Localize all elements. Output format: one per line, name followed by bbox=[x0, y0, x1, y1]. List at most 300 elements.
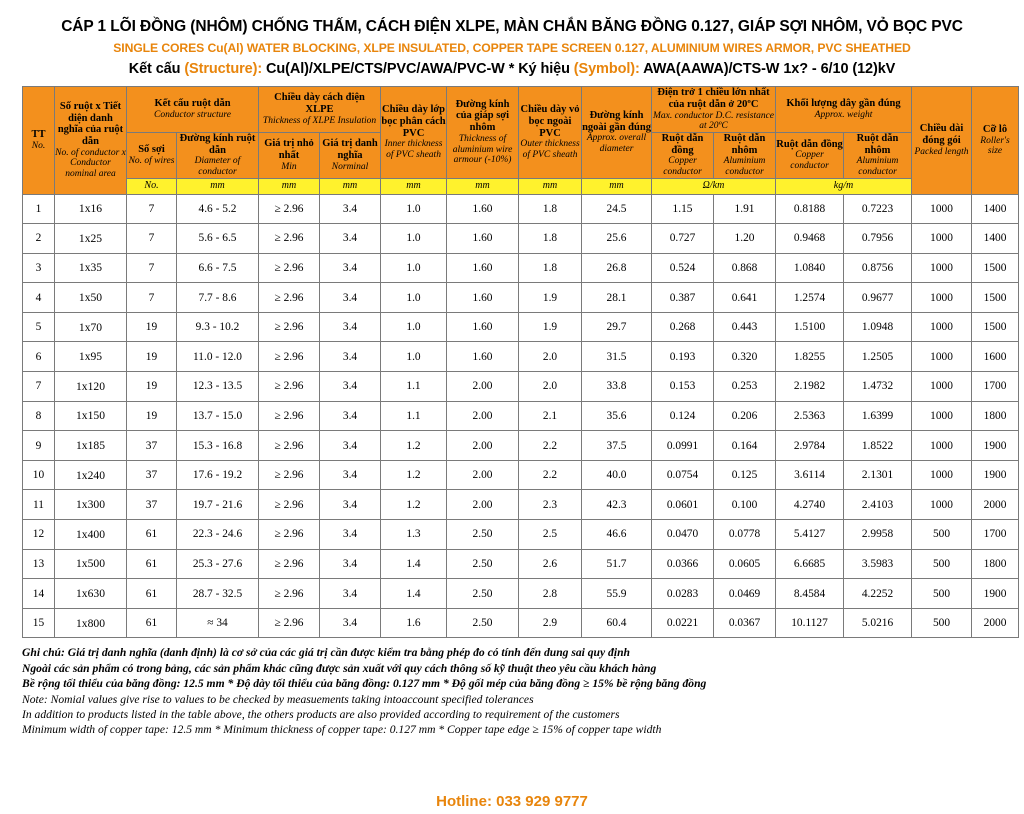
cell-no: 7 bbox=[23, 372, 55, 402]
cell-armour: 1.60 bbox=[447, 224, 519, 254]
cell-weight-cu: 2.5363 bbox=[776, 401, 844, 431]
unit-outer: mm bbox=[519, 178, 582, 194]
cell-roller: 1800 bbox=[972, 401, 1019, 431]
th-resist-vn: Điện trở 1 chiều lớn nhất của ruột dẫn ở 20ºC bbox=[657, 87, 770, 110]
cell-armour: 1.60 bbox=[447, 342, 519, 372]
document-header bbox=[22, 18, 1002, 77]
cell-inner: 1.0 bbox=[381, 194, 447, 224]
table-row bbox=[23, 372, 1019, 402]
cell-weight-al: 0.8756 bbox=[844, 253, 912, 283]
th-tt-en: No. bbox=[31, 140, 46, 151]
table-row bbox=[23, 312, 1019, 342]
cell-xlpe-nom: 3.4 bbox=[320, 342, 381, 372]
th-packed-en: Packed length bbox=[914, 146, 969, 157]
cell-xlpe-nom: 3.4 bbox=[320, 431, 381, 461]
cell-xlpe-min: ≥ 2.96 bbox=[259, 312, 320, 342]
cell-resist-cu: 0.0366 bbox=[652, 549, 714, 579]
th-tt bbox=[23, 87, 55, 195]
th-xlpe-nominal bbox=[320, 132, 381, 178]
unit-wires: mm bbox=[177, 178, 259, 194]
cell-area: 1x500 bbox=[55, 549, 127, 579]
cell-resist-cu: 0.268 bbox=[652, 312, 714, 342]
cell-no: 12 bbox=[23, 520, 55, 550]
cell-xlpe-min: ≥ 2.96 bbox=[259, 372, 320, 402]
note-vn-1: Ghi chú: Giá trị danh nghĩa (danh định) là cơ sở của các giá trị cần được kiểm tra bằng phép đo có tính đến dung sai quy định bbox=[22, 646, 630, 660]
cell-xlpe-min: ≥ 2.96 bbox=[259, 342, 320, 372]
cell-overall: 37.5 bbox=[582, 431, 652, 461]
cell-overall: 28.1 bbox=[582, 283, 652, 313]
cell-roller: 1400 bbox=[972, 224, 1019, 254]
structure-symbol-line bbox=[22, 61, 1002, 77]
cell-roller: 1500 bbox=[972, 253, 1019, 283]
table-row bbox=[23, 431, 1019, 461]
th-armour-en: Thickness of aluminium wire armour (-10%) bbox=[452, 133, 513, 166]
cell-resist-cu: 0.524 bbox=[652, 253, 714, 283]
cell-inner: 1.2 bbox=[381, 431, 447, 461]
cell-xlpe-nom: 3.4 bbox=[320, 549, 381, 579]
cell-weight-cu: 1.2574 bbox=[776, 283, 844, 313]
cell-diameter: 4.6 - 5.2 bbox=[177, 194, 259, 224]
cell-xlpe-nom: 3.4 bbox=[320, 490, 381, 520]
cell-overall: 35.6 bbox=[582, 401, 652, 431]
cell-diameter: 15.3 - 16.8 bbox=[177, 431, 259, 461]
cell-xlpe-nom: 3.4 bbox=[320, 460, 381, 490]
cell-xlpe-min: ≥ 2.96 bbox=[259, 194, 320, 224]
cell-diameter: 22.3 - 24.6 bbox=[177, 520, 259, 550]
table-row bbox=[23, 579, 1019, 609]
page-title-vn: CÁP 1 LÕI ĐỒNG (NHÔM) CHỐNG THẤM, CÁCH ĐIỆN XLPE, MÀN CHẮN BĂNG ĐỒNG 0.127, GIÁP SỢI NHÔM, VỎ BỌC PVC bbox=[61, 18, 963, 35]
unit-xlpe-nom: mm bbox=[320, 178, 381, 194]
cable-spec-table bbox=[22, 86, 1019, 638]
cell-inner: 1.4 bbox=[381, 579, 447, 609]
cell-resist-al: 0.100 bbox=[714, 490, 776, 520]
cell-overall: 55.9 bbox=[582, 579, 652, 609]
cell-outer: 2.2 bbox=[519, 431, 582, 461]
cell-diameter: 19.7 - 21.6 bbox=[177, 490, 259, 520]
unit-resistance: Ω/km bbox=[652, 178, 776, 194]
th-diam-en: Diameter of conductor bbox=[194, 156, 241, 177]
note-vn-3: Bề rộng tối thiểu của băng đồng: 12.5 mm * Độ dày tối thiểu của băng đồng: 0.127 mm * Độ gối mép của băng đồng ≥ 15% bề rộng băng đồng bbox=[22, 677, 707, 691]
th-weight-aluminium bbox=[844, 132, 912, 178]
cell-diameter: 6.6 - 7.5 bbox=[177, 253, 259, 283]
table-row bbox=[23, 520, 1019, 550]
th-conductor-diameter bbox=[177, 132, 259, 178]
cell-armour: 1.60 bbox=[447, 312, 519, 342]
th-xlpe-en: Thickness of XLPE Insulation bbox=[262, 115, 377, 126]
cell-armour: 2.00 bbox=[447, 460, 519, 490]
cell-outer: 2.0 bbox=[519, 372, 582, 402]
th-roller-size bbox=[972, 87, 1019, 195]
cell-area: 1x120 bbox=[55, 372, 127, 402]
cell-overall: 40.0 bbox=[582, 460, 652, 490]
th-inner-en: Inner thickness of PVC sheath bbox=[384, 139, 443, 160]
cell-no: 13 bbox=[23, 549, 55, 579]
cell-resist-cu: 0.0754 bbox=[652, 460, 714, 490]
cell-weight-al: 4.2252 bbox=[844, 579, 912, 609]
cell-xlpe-nom: 3.4 bbox=[320, 194, 381, 224]
cell-outer: 2.1 bbox=[519, 401, 582, 431]
cell-diameter: ≈ 34 bbox=[177, 608, 259, 638]
th-weight-copper bbox=[776, 132, 844, 178]
table-row bbox=[23, 490, 1019, 520]
symbol-value: AWA(AAWA)/CTS-W 1x? - 6/10 (12)kV bbox=[643, 61, 896, 77]
note-vn-2: Ngoài các sản phẩm có trong bảng, các sản phẩm khác cũng được sản xuất với quy cách thông số kỹ thuật theo yêu cầu khách hàng bbox=[22, 661, 657, 675]
cell-overall: 60.4 bbox=[582, 608, 652, 638]
cell-xlpe-nom: 3.4 bbox=[320, 401, 381, 431]
th-outer-sheath bbox=[519, 87, 582, 179]
cell-wires: 19 bbox=[127, 342, 177, 372]
cell-wires: 61 bbox=[127, 608, 177, 638]
cell-weight-al: 5.0216 bbox=[844, 608, 912, 638]
cell-packed: 500 bbox=[912, 579, 972, 609]
table-row bbox=[23, 342, 1019, 372]
cell-packed: 1000 bbox=[912, 224, 972, 254]
cell-packed: 1000 bbox=[912, 401, 972, 431]
th-overall-diameter bbox=[582, 87, 652, 179]
cell-wires: 61 bbox=[127, 579, 177, 609]
cell-xlpe-nom: 3.4 bbox=[320, 520, 381, 550]
cell-inner: 1.2 bbox=[381, 490, 447, 520]
cell-inner: 1.3 bbox=[381, 520, 447, 550]
cell-resist-cu: 0.0221 bbox=[652, 608, 714, 638]
cell-area: 1x50 bbox=[55, 283, 127, 313]
cell-outer: 2.3 bbox=[519, 490, 582, 520]
cell-weight-cu: 8.4584 bbox=[776, 579, 844, 609]
cell-resist-al: 1.91 bbox=[714, 194, 776, 224]
table-row bbox=[23, 460, 1019, 490]
cell-packed: 1000 bbox=[912, 490, 972, 520]
page-title-en: SINGLE CORES Cu(Al) WATER BLOCKING, XLPE INSULATED, COPPER TAPE SCREEN 0.127, ALUMINIUM WIRES ARMOR, PVC SHEATHED bbox=[113, 41, 911, 55]
cell-resist-cu: 0.0601 bbox=[652, 490, 714, 520]
cell-resist-al: 0.0605 bbox=[714, 549, 776, 579]
table-row bbox=[23, 608, 1019, 638]
cell-resist-cu: 0.387 bbox=[652, 283, 714, 313]
th-resist-cu-vn: Ruột dẫn đồng bbox=[661, 132, 704, 156]
th-wires-en: No. of wires bbox=[128, 155, 175, 166]
th-conductor-structure bbox=[127, 87, 259, 133]
cell-no: 9 bbox=[23, 431, 55, 461]
cell-wires: 37 bbox=[127, 490, 177, 520]
unit-xlpe-min: mm bbox=[259, 178, 320, 194]
cell-inner: 1.4 bbox=[381, 549, 447, 579]
th-weight-al-en: Aluminium conductor bbox=[856, 156, 899, 177]
structure-label-vn: Kết cấu bbox=[128, 61, 185, 77]
cell-xlpe-nom: 3.4 bbox=[320, 312, 381, 342]
table-row bbox=[23, 253, 1019, 283]
cell-weight-al: 1.2505 bbox=[844, 342, 912, 372]
cell-xlpe-min: ≥ 2.96 bbox=[259, 549, 320, 579]
th-inner-sheath bbox=[381, 87, 447, 179]
cell-inner: 1.6 bbox=[381, 608, 447, 638]
cell-inner: 1.0 bbox=[381, 312, 447, 342]
cell-area: 1x95 bbox=[55, 342, 127, 372]
cell-inner: 1.1 bbox=[381, 372, 447, 402]
cell-roller: 1500 bbox=[972, 312, 1019, 342]
cell-weight-cu: 2.1982 bbox=[776, 372, 844, 402]
cell-xlpe-nom: 3.4 bbox=[320, 608, 381, 638]
cell-area: 1x400 bbox=[55, 520, 127, 550]
cell-weight-cu: 0.9468 bbox=[776, 224, 844, 254]
cell-roller: 1500 bbox=[972, 283, 1019, 313]
cell-roller: 1900 bbox=[972, 460, 1019, 490]
table-row bbox=[23, 549, 1019, 579]
cell-weight-al: 0.7956 bbox=[844, 224, 912, 254]
cell-overall: 46.6 bbox=[582, 520, 652, 550]
cell-wires: 19 bbox=[127, 372, 177, 402]
cell-wires: 61 bbox=[127, 549, 177, 579]
cell-overall: 33.8 bbox=[582, 372, 652, 402]
cell-xlpe-min: ≥ 2.96 bbox=[259, 608, 320, 638]
th-diam-vn: Đường kính ruột dẫn bbox=[179, 132, 256, 156]
cell-outer: 1.9 bbox=[519, 283, 582, 313]
cell-area: 1x630 bbox=[55, 579, 127, 609]
cell-weight-cu: 1.8255 bbox=[776, 342, 844, 372]
cell-no: 14 bbox=[23, 579, 55, 609]
th-xlpe-min-vn: Giá trị nhỏ nhất bbox=[264, 138, 314, 161]
cell-no: 11 bbox=[23, 490, 55, 520]
table-head bbox=[23, 87, 1019, 195]
th-armour-vn: Đường kính của giáp sợi nhôm bbox=[455, 98, 510, 134]
cell-armour: 1.60 bbox=[447, 253, 519, 283]
cell-resist-cu: 0.124 bbox=[652, 401, 714, 431]
th-overall-vn: Đường kính ngoài gần đúng bbox=[582, 109, 651, 133]
th-tt-vn: TT bbox=[31, 129, 46, 141]
cell-area: 1x300 bbox=[55, 490, 127, 520]
symbol-label-en: (Symbol): bbox=[573, 61, 644, 77]
cell-resist-cu: 0.0470 bbox=[652, 520, 714, 550]
cell-armour: 1.60 bbox=[447, 194, 519, 224]
th-xlpe-min-en: Min bbox=[281, 161, 297, 172]
cell-wires: 7 bbox=[127, 224, 177, 254]
th-resist-copper bbox=[652, 132, 714, 178]
cell-armour: 2.00 bbox=[447, 401, 519, 431]
cell-resist-al: 0.164 bbox=[714, 431, 776, 461]
header-row-1 bbox=[23, 87, 1019, 133]
th-resist-en: Max. conductor D.C. resistance at 20ºC bbox=[653, 110, 775, 132]
cell-diameter: 5.6 - 6.5 bbox=[177, 224, 259, 254]
cell-diameter: 11.0 - 12.0 bbox=[177, 342, 259, 372]
cell-packed: 500 bbox=[912, 520, 972, 550]
th-weight-vn: Khối lượng dây gần đúng bbox=[786, 98, 901, 110]
cell-area: 1x800 bbox=[55, 608, 127, 638]
cell-inner: 1.2 bbox=[381, 460, 447, 490]
cell-weight-al: 0.9677 bbox=[844, 283, 912, 313]
cell-xlpe-min: ≥ 2.96 bbox=[259, 460, 320, 490]
th-outer-vn: Chiều dày vỏ bọc ngoài PVC bbox=[520, 104, 580, 139]
th-outer-en: Outer thickness of PVC sheath bbox=[520, 139, 580, 160]
cell-outer: 2.5 bbox=[519, 520, 582, 550]
cell-area: 1x70 bbox=[55, 312, 127, 342]
unit-weight: kg/m bbox=[776, 178, 912, 194]
cell-roller: 1600 bbox=[972, 342, 1019, 372]
th-weight-al-vn: Ruột dẫn nhôm bbox=[856, 132, 899, 156]
th-roller-en: Roller's size bbox=[980, 135, 1010, 157]
cell-no: 6 bbox=[23, 342, 55, 372]
th-xlpe-thickness bbox=[259, 87, 381, 133]
cell-packed: 500 bbox=[912, 549, 972, 579]
th-xlpe-vn: Chiều dày cách điện XLPE bbox=[274, 92, 365, 116]
cell-xlpe-min: ≥ 2.96 bbox=[259, 490, 320, 520]
notes-block bbox=[22, 645, 1002, 737]
th-xlpe-nom-en: Norminal bbox=[331, 161, 369, 172]
table-row bbox=[23, 283, 1019, 313]
cell-armour: 2.50 bbox=[447, 520, 519, 550]
cell-inner: 1.1 bbox=[381, 401, 447, 431]
cell-inner: 1.0 bbox=[381, 253, 447, 283]
cell-xlpe-min: ≥ 2.96 bbox=[259, 283, 320, 313]
cell-armour: 2.50 bbox=[447, 579, 519, 609]
cell-packed: 1000 bbox=[912, 372, 972, 402]
structure-label-en: (Structure): bbox=[184, 61, 266, 77]
cell-resist-al: 0.0367 bbox=[714, 608, 776, 638]
cell-resist-cu: 0.153 bbox=[652, 372, 714, 402]
cell-area: 1x185 bbox=[55, 431, 127, 461]
th-overall-en: Approx. overall diameter bbox=[586, 133, 647, 154]
cell-inner: 1.0 bbox=[381, 342, 447, 372]
cell-area: 1x240 bbox=[55, 460, 127, 490]
cell-overall: 24.5 bbox=[582, 194, 652, 224]
cell-outer: 1.8 bbox=[519, 253, 582, 283]
cell-packed: 500 bbox=[912, 608, 972, 638]
note-en-1: Note: Nomial values give rise to values to be checked by measuements taking intoaccount specified tolerances bbox=[22, 692, 534, 706]
cell-diameter: 25.3 - 27.6 bbox=[177, 549, 259, 579]
cell-outer: 1.8 bbox=[519, 194, 582, 224]
cell-overall: 29.7 bbox=[582, 312, 652, 342]
cell-resist-al: 0.320 bbox=[714, 342, 776, 372]
th-area-vn: Số ruột x Tiết diện danh nghĩa của ruột dẫn bbox=[57, 100, 124, 148]
cell-no: 3 bbox=[23, 253, 55, 283]
cell-armour: 1.60 bbox=[447, 283, 519, 313]
cell-wires: 19 bbox=[127, 401, 177, 431]
cell-weight-al: 1.8522 bbox=[844, 431, 912, 461]
note-en-3: Minimum width of copper tape: 12.5 mm * Minimum thickness of copper tape: 0.127 mm * Copper tape edge ≥ 15% of copper tape width bbox=[22, 723, 662, 737]
cell-resist-al: 1.20 bbox=[714, 224, 776, 254]
th-xlpe-min bbox=[259, 132, 320, 178]
cell-packed: 1000 bbox=[912, 342, 972, 372]
cell-no: 1 bbox=[23, 194, 55, 224]
cell-weight-cu: 1.5100 bbox=[776, 312, 844, 342]
cell-xlpe-nom: 3.4 bbox=[320, 372, 381, 402]
cell-resist-cu: 1.15 bbox=[652, 194, 714, 224]
symbol-label-vn: Ký hiệu bbox=[518, 61, 574, 77]
cell-roller: 1800 bbox=[972, 549, 1019, 579]
cell-diameter: 28.7 - 32.5 bbox=[177, 579, 259, 609]
cell-xlpe-nom: 3.4 bbox=[320, 253, 381, 283]
cell-weight-cu: 1.0840 bbox=[776, 253, 844, 283]
cell-wires: 37 bbox=[127, 460, 177, 490]
cell-resist-al: 0.125 bbox=[714, 460, 776, 490]
cell-xlpe-nom: 3.4 bbox=[320, 579, 381, 609]
cell-diameter: 13.7 - 15.0 bbox=[177, 401, 259, 431]
cell-roller: 1700 bbox=[972, 520, 1019, 550]
cell-weight-al: 0.7223 bbox=[844, 194, 912, 224]
cell-no: 5 bbox=[23, 312, 55, 342]
cell-weight-cu: 10.1127 bbox=[776, 608, 844, 638]
cell-weight-al: 2.9958 bbox=[844, 520, 912, 550]
cell-outer: 2.8 bbox=[519, 579, 582, 609]
cell-diameter: 17.6 - 19.2 bbox=[177, 460, 259, 490]
cell-roller: 1700 bbox=[972, 372, 1019, 402]
cell-xlpe-min: ≥ 2.96 bbox=[259, 579, 320, 609]
th-weight-en: Approx. weight bbox=[814, 109, 873, 120]
table-row bbox=[23, 401, 1019, 431]
cell-xlpe-nom: 3.4 bbox=[320, 224, 381, 254]
cell-wires: 7 bbox=[127, 253, 177, 283]
cell-packed: 1000 bbox=[912, 431, 972, 461]
cell-overall: 25.6 bbox=[582, 224, 652, 254]
cell-roller: 2000 bbox=[972, 490, 1019, 520]
th-resist-al-vn: Ruột dẫn nhôm bbox=[723, 132, 766, 156]
cell-roller: 2000 bbox=[972, 608, 1019, 638]
cell-no: 4 bbox=[23, 283, 55, 313]
cell-no: 10 bbox=[23, 460, 55, 490]
th-conductor-en: Conductor structure bbox=[154, 109, 231, 120]
unit-area: No. bbox=[127, 178, 177, 194]
th-dc-resistance bbox=[652, 87, 776, 133]
cell-wires: 61 bbox=[127, 520, 177, 550]
th-resist-cu-en: Copper conductor bbox=[663, 156, 702, 177]
header-row-units bbox=[23, 178, 1019, 194]
cell-overall: 26.8 bbox=[582, 253, 652, 283]
cell-outer: 2.0 bbox=[519, 342, 582, 372]
cell-resist-cu: 0.0283 bbox=[652, 579, 714, 609]
th-resist-aluminium bbox=[714, 132, 776, 178]
cell-resist-cu: 0.0991 bbox=[652, 431, 714, 461]
cell-wires: 7 bbox=[127, 194, 177, 224]
th-armour bbox=[447, 87, 519, 179]
cell-overall: 42.3 bbox=[582, 490, 652, 520]
cell-weight-cu: 3.6114 bbox=[776, 460, 844, 490]
cell-armour: 2.00 bbox=[447, 431, 519, 461]
th-wires-vn: Số sợi bbox=[138, 143, 165, 155]
cell-inner: 1.0 bbox=[381, 224, 447, 254]
cell-weight-al: 1.0948 bbox=[844, 312, 912, 342]
cell-armour: 2.00 bbox=[447, 490, 519, 520]
cell-packed: 1000 bbox=[912, 194, 972, 224]
cell-resist-cu: 0.727 bbox=[652, 224, 714, 254]
cell-roller: 1900 bbox=[972, 431, 1019, 461]
structure-value: Cu(Al)/XLPE/CTS/PVC/AWA/PVC-W bbox=[266, 61, 505, 77]
cell-diameter: 12.3 - 13.5 bbox=[177, 372, 259, 402]
cell-wires: 7 bbox=[127, 283, 177, 313]
th-no-of-wires bbox=[127, 132, 177, 178]
cell-area: 1x16 bbox=[55, 194, 127, 224]
cell-area: 1x35 bbox=[55, 253, 127, 283]
th-weight-cu-vn: Ruột dẫn đồng bbox=[776, 138, 843, 150]
cell-wires: 37 bbox=[127, 431, 177, 461]
cell-resist-cu: 0.193 bbox=[652, 342, 714, 372]
cell-outer: 1.9 bbox=[519, 312, 582, 342]
cell-diameter: 9.3 - 10.2 bbox=[177, 312, 259, 342]
th-packed-length bbox=[912, 87, 972, 195]
cell-inner: 1.0 bbox=[381, 283, 447, 313]
cell-area: 1x150 bbox=[55, 401, 127, 431]
cell-diameter: 7.7 - 8.6 bbox=[177, 283, 259, 313]
cell-xlpe-min: ≥ 2.96 bbox=[259, 431, 320, 461]
th-weight-cu-en: Copper conductor bbox=[790, 150, 829, 171]
th-resist-al-en: Aluminium conductor bbox=[723, 156, 766, 177]
th-packed-vn: Chiều dài đóng gói bbox=[919, 123, 964, 146]
cell-packed: 1000 bbox=[912, 283, 972, 313]
cell-overall: 51.7 bbox=[582, 549, 652, 579]
note-en-2: In addition to products listed in the table above, the others products are also provided according to requirement of the customers bbox=[22, 708, 620, 722]
cell-armour: 2.00 bbox=[447, 372, 519, 402]
cell-resist-al: 0.0469 bbox=[714, 579, 776, 609]
cell-armour: 2.50 bbox=[447, 549, 519, 579]
cell-no: 8 bbox=[23, 401, 55, 431]
th-weight bbox=[776, 87, 912, 133]
th-inner-vn: Chiều dày lớp bọc phân cách PVC bbox=[381, 104, 446, 139]
